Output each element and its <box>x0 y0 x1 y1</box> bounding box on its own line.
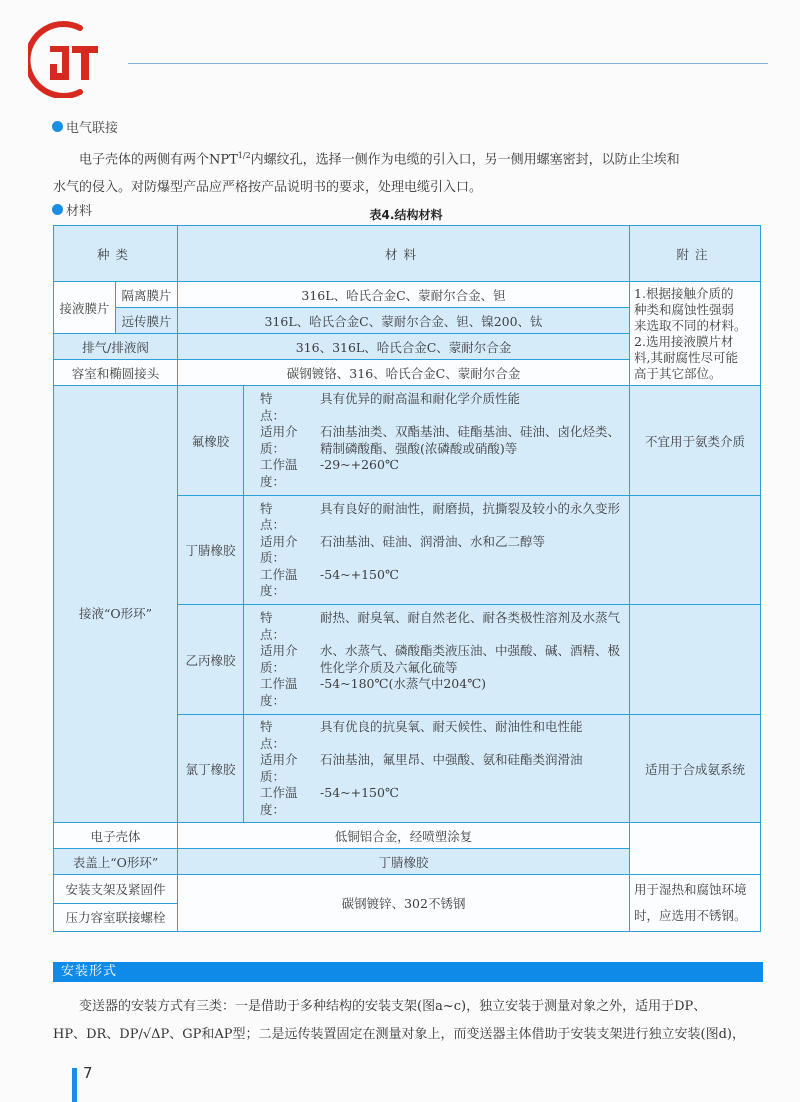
bracket-label: 安装支架及紧固件 <box>54 875 178 904</box>
bullet-icon <box>52 121 63 132</box>
housing-material: 低铜铝合金，经喷塑涂复 <box>178 823 630 849</box>
flange-material: 碳钢镀铬、316、哈氏合金C、蒙耐尔合金 <box>178 360 630 386</box>
note-line: 来选取不同的材料。 <box>634 317 747 333</box>
note-line: 2.选用接液膜片材 <box>634 333 734 349</box>
media-label: 适用介质： <box>260 752 298 784</box>
oring-note: 不宜用于氨类介质 <box>630 386 761 496</box>
media-label: 适用介质： <box>260 643 298 675</box>
oring-description <box>244 605 630 715</box>
media-label: 适用介质： <box>260 533 298 565</box>
vent-valve-label: 排气/排液阀 <box>54 334 178 360</box>
page-number-bar <box>72 1068 77 1102</box>
temp-value: -54~180℃(水蒸气中204℃) <box>320 676 487 691</box>
media-label: 适用介质： <box>260 424 298 456</box>
note-line: 高于其它部位。 <box>634 365 722 381</box>
heading-electrical <box>52 117 118 136</box>
para-text: 电子壳体的两侧有两个NPT <box>79 152 238 168</box>
bolts-label: 压力容室联接螺栓 <box>54 903 178 932</box>
oring-label: 接液“O形环” <box>54 386 178 823</box>
oring-note: 适用于合成氨系统 <box>630 715 761 823</box>
remote-diaphragm-label: 远传膜片 <box>116 308 178 334</box>
flange-label: 容室和椭圆接头 <box>54 360 178 386</box>
note-line: 时，应选用不锈钢。 <box>634 908 747 923</box>
temp-value: -54~+150℃ <box>320 566 399 582</box>
table-row <box>54 282 761 308</box>
wetted-diaphragm-label: 接液膜片 <box>54 282 116 334</box>
npt-fraction: 1/2 <box>237 151 251 160</box>
electrical-paragraph <box>53 142 753 202</box>
feature-label: 特 点： <box>260 500 298 532</box>
housing-note <box>630 823 761 875</box>
remote-diaphragm-material: 316L、哈氏合金C、蒙耐尔合金、钽、镍200、钛 <box>178 308 630 334</box>
installation-heading-bar: 安装形式 <box>53 962 763 982</box>
oring-name: 丁腈橡胶 <box>178 496 244 605</box>
heading-electrical-text: 电气联接 <box>66 121 119 136</box>
feature-value: 具有优异的耐高温和耐化学介质性能 <box>320 391 521 406</box>
note-line: 种类和腐蚀性强弱 <box>634 301 735 317</box>
oring-name: 乙丙橡胶 <box>178 605 244 715</box>
bracket-note <box>630 875 761 932</box>
page-number: 7 <box>83 1064 93 1082</box>
table-row <box>54 823 761 849</box>
media-value: 石油基油类、双酯基油、硅酯基油、硅油、卤化烃类、精制磷酸酯、强酸(浓磷酸或硝酸)等 <box>320 424 621 456</box>
bracket-bolts-material: 碳钢镀锌、302不锈钢 <box>178 875 630 932</box>
header-material: 材料 <box>178 226 630 282</box>
para-text: HP、DR、DP/√ΔP、GP和AP型；二是远传装置固定在测量对象上，而变送器主体借助于安装支架进行独立安装(图d)， <box>53 1027 745 1042</box>
feature-label: 特 点： <box>260 610 298 642</box>
feature-value: 具有良好的耐油性，耐磨损，抗撕裂及较小的永久变形 <box>320 500 621 516</box>
company-logo <box>28 20 108 98</box>
media-value: 石油基油，氟里昂、中强酸、氨和硅酯类润滑油 <box>320 752 583 767</box>
vent-valve-material: 316、316L、哈氏合金C、蒙耐尔合金 <box>178 334 630 360</box>
media-value: 水、水蒸气、磷酸酯类液压油、中强酸、碱、酒精、极性化学介质及六氟化硫等 <box>320 643 621 675</box>
para-text: 内螺纹孔，选择一侧作为电缆的引入口，另一侧用螺塞密封，以防止尘埃和 <box>250 152 680 168</box>
temp-label: 工作温度： <box>260 676 298 708</box>
table-title: 表4.结构材料 <box>369 208 443 222</box>
oring-description <box>244 386 630 496</box>
note-line: 1.根据接触介质的 <box>634 285 734 301</box>
table-row <box>54 875 761 904</box>
cover-oring-label: 表盖上“O形环” <box>54 849 178 875</box>
header-type: 种类 <box>54 226 178 282</box>
temp-label: 工作温度： <box>260 566 298 598</box>
oring-name: 氯丁橡胶 <box>178 715 244 823</box>
temp-label: 工作温度： <box>260 785 298 817</box>
oring-note <box>630 496 761 605</box>
note-line: 用于湿热和腐蚀环境 <box>634 882 747 897</box>
installation-paragraph <box>53 993 773 1049</box>
oring-description <box>244 715 630 823</box>
temp-value: -54~+150℃ <box>320 785 399 800</box>
header-note: 附注 <box>630 226 761 282</box>
oring-name: 氟橡胶 <box>178 386 244 496</box>
housing-label: 电子壳体 <box>54 823 178 849</box>
feature-label: 特 点： <box>260 719 298 751</box>
cover-oring-material: 丁腈橡胶 <box>178 849 630 875</box>
feature-value: 耐热、耐臭氧、耐自然老化、耐各类极性溶剂及水蒸气 <box>320 610 621 625</box>
oring-description <box>244 496 630 605</box>
feature-label: 特 点： <box>260 391 298 423</box>
para-text: 水气的侵入。对防爆型产品应严格按产品说明书的要求，处理电缆引入口。 <box>53 180 483 196</box>
temp-value: -29~+260℃ <box>320 457 399 472</box>
table-header-row <box>54 226 761 282</box>
media-value: 石油基油、硅油、润滑油、水和乙二醇等 <box>320 533 546 549</box>
header-rule <box>128 63 768 64</box>
isolating-diaphragm-material: 316L、哈氏合金C、蒙耐尔合金、钽 <box>178 282 630 308</box>
diaphragm-note <box>630 282 761 386</box>
note-line: 料,其耐腐性尽可能 <box>634 349 739 365</box>
oring-note <box>630 605 761 715</box>
isolating-diaphragm-label: 隔离膜片 <box>116 282 178 308</box>
temp-label: 工作温度： <box>260 457 298 489</box>
table-row <box>54 386 761 496</box>
feature-value: 具有优良的抗臭氧、耐天候性、耐油性和电性能 <box>320 719 583 734</box>
materials-table <box>53 225 761 932</box>
para-text: 变送器的安装方式有三类：一是借助于多种结构的安装支架(图a~c)，独立安装于测量对象之外，适用于DP、 <box>79 999 707 1014</box>
heading-materials-text: 材料 <box>66 204 93 219</box>
